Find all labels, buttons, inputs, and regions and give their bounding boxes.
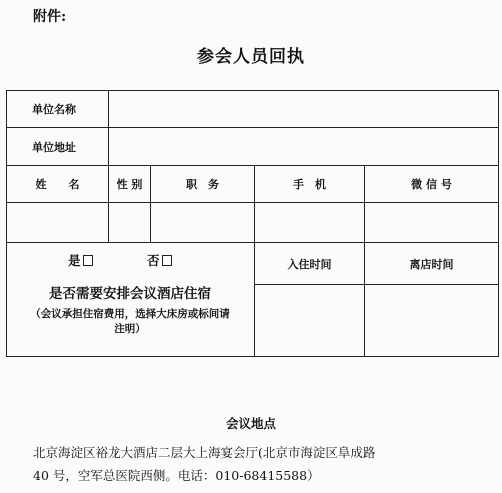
- org-name-field[interactable]: [109, 91, 498, 127]
- column-header-mobile: 手 机: [293, 178, 326, 191]
- checkout-time-label: 离店时间: [409, 257, 454, 271]
- checkbox-icon[interactable]: [83, 255, 93, 266]
- lodging-note-line: （会议承担住宿费用，选择大床房或标间请: [30, 308, 230, 320]
- column-header-title: 职 务: [186, 178, 219, 191]
- venue-address-line: 40 号，空军总医院西侧。电话：010-68415588）: [33, 468, 320, 483]
- column-header-gender: 性 别: [116, 178, 143, 191]
- lodging-no-option[interactable]: [147, 251, 172, 269]
- venue-label: 会议地点: [225, 416, 276, 431]
- page-title: 参会人员回执: [197, 47, 305, 67]
- org-address-label: 单位地址: [32, 140, 76, 154]
- column-header-wechat: 微 信 号: [411, 178, 452, 191]
- lodging-note: [6, 307, 254, 337]
- org-address-field[interactable]: [109, 128, 498, 165]
- attachment-label: 附件:: [33, 9, 67, 25]
- name-field[interactable]: [7, 203, 108, 242]
- venue-address-line: 北京海淀区裕龙大酒店二层大上海宴会厅(北京市海淀区阜成路: [33, 445, 376, 460]
- lodging-yes-option[interactable]: [68, 251, 93, 269]
- column-header-name: 姓 名: [35, 178, 80, 191]
- title-field[interactable]: [151, 203, 254, 242]
- org-name-label: 单位名称: [32, 103, 76, 116]
- lodging-question: 是否需要安排会议酒店住宿: [49, 286, 211, 302]
- gender-field[interactable]: [109, 203, 150, 242]
- lodging-note-line: 注明）: [114, 323, 146, 335]
- checkbox-icon[interactable]: [162, 255, 172, 266]
- checkout-time-field[interactable]: [365, 285, 498, 356]
- checkin-time-field[interactable]: [255, 285, 364, 356]
- mobile-field[interactable]: [255, 203, 364, 242]
- table-border-right: [498, 90, 499, 357]
- wechat-field[interactable]: [365, 203, 498, 242]
- lodging-yes-label: 是: [68, 253, 81, 268]
- table-border-bottom: [6, 356, 499, 357]
- lodging-no-label: 否: [147, 253, 160, 268]
- checkin-time-label: 入住时间: [287, 257, 332, 271]
